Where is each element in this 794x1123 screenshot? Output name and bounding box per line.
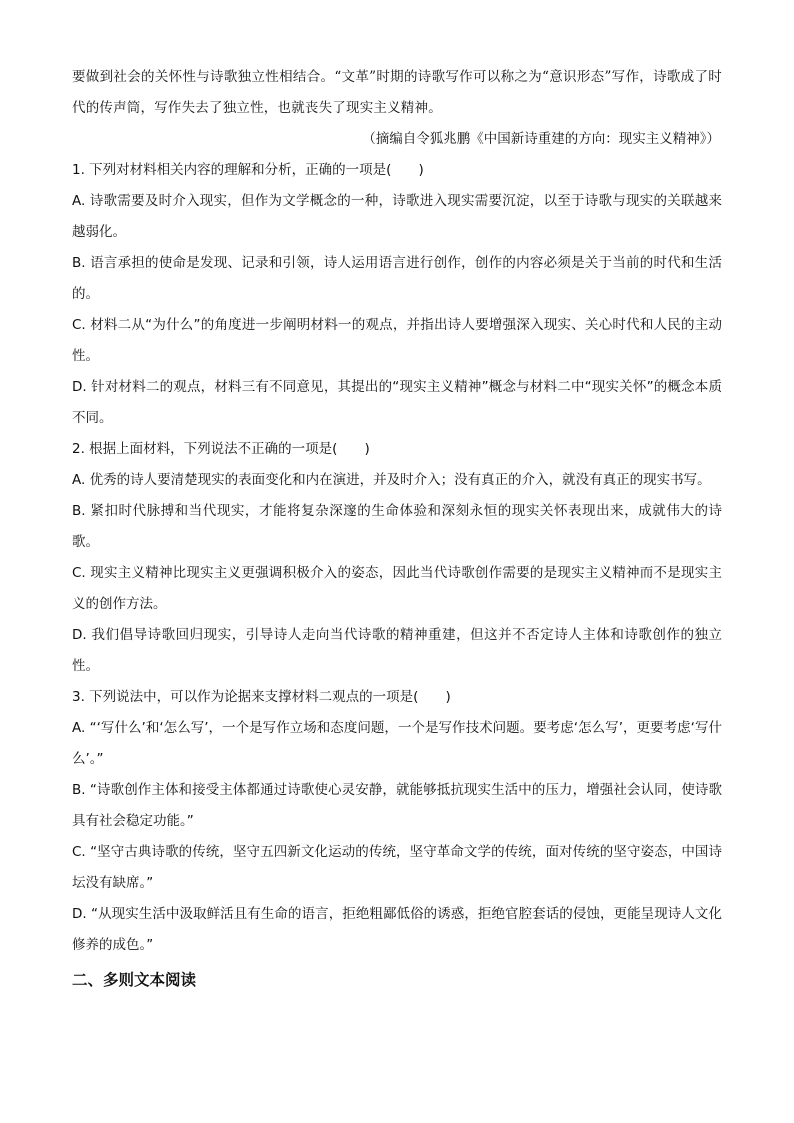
option-b: B. 紧扣时代脉搏和当代现实，才能将复杂深邃的生命体验和深刻永恒的现实关怀表现出来，成就伟大的诗歌。 bbox=[72, 503, 722, 550]
question-3 bbox=[72, 682, 722, 961]
option-c: C. 材料二从“为什么”的角度进一步阐明材料一的观点，并指出诗人要增强深入现实、关心时代和人民的主动性。 bbox=[72, 317, 722, 364]
passage-source: （摘编自令狐兆鹏《中国新诗重建的方向：现实主义精神》） bbox=[362, 131, 720, 147]
question-2 bbox=[72, 434, 722, 682]
question-stem: 1. 下列对材料相关内容的理解和分析，正确的一项是( ) bbox=[72, 162, 424, 178]
option-a: A. 诗歌需要及时介入现实，但作为文学概念的一种，诗歌进入现实需要沉淀，以至于诗歌与现实的关联越来越弱化。 bbox=[72, 193, 722, 240]
option-a: A. 优秀的诗人要清楚现实的表面变化和内在演进，并及时介入；没有真正的介入，就没有真正的现实书写。 bbox=[72, 472, 711, 488]
question-stem: 2. 根据上面材料，下列说法不正确的一项是( ) bbox=[72, 441, 370, 457]
option-d: D. 针对材料二的观点，材料三有不同意见，其提出的“现实主义精神”概念与材料二中“现实关怀”的概念本质不同。 bbox=[72, 379, 722, 426]
option-c: C. 现实主义精神比现实主义更强调积极介入的姿态，因此当代诗歌创作需要的是现实主义精神而不是现实主义的创作方法。 bbox=[72, 565, 722, 612]
option-b: B. 语言承担的使命是发现、记录和引领，诗人运用语言进行创作，创作的内容必须是关于当前的时代和生活的。 bbox=[72, 255, 722, 302]
document-page bbox=[72, 62, 722, 997]
option-a: A. “‘写什么’和‘怎么写’，一个是写作立场和态度问题，一个是写作技术问题。要考虑‘怎么写’，更要考虑‘写什么’。” bbox=[72, 720, 722, 767]
section-heading: 二、多则文本阅读 bbox=[72, 971, 197, 989]
question-1 bbox=[72, 155, 722, 434]
option-d: D. 我们倡导诗歌回归现实，引导诗人走向当代诗歌的精神重建，但这并不否定诗人主体和诗歌创作的独立性。 bbox=[72, 627, 722, 674]
option-b: B. “诗歌创作主体和接受主体都通过诗歌使心灵安静，就能够抵抗现实生活中的压力，增强社会认同，使诗歌具有社会稳定功能。” bbox=[72, 782, 722, 829]
option-d: D. “从现实生活中汲取鲜活且有生命的语言，拒绝粗鄙低俗的诱惑，拒绝官腔套话的侵蚀，更能呈现诗人文化修养的成色。” bbox=[72, 906, 722, 953]
question-stem: 3. 下列说法中，可以作为论据来支撑材料二观点的一项是( ) bbox=[72, 689, 451, 705]
option-c: C. “坚守古典诗歌的传统，坚守五四新文化运动的传统，坚守革命文学的传统，面对传统的坚守姿态，中国诗坛没有缺席。” bbox=[72, 844, 722, 891]
passage-text: 要做到社会的关怀性与诗歌独立性相结合。“文革”时期的诗歌写作可以称之为“意识形态”写作，诗歌成了时代的传声筒，写作失去了独立性，也就丧失了现实主义精神。 bbox=[72, 69, 722, 116]
